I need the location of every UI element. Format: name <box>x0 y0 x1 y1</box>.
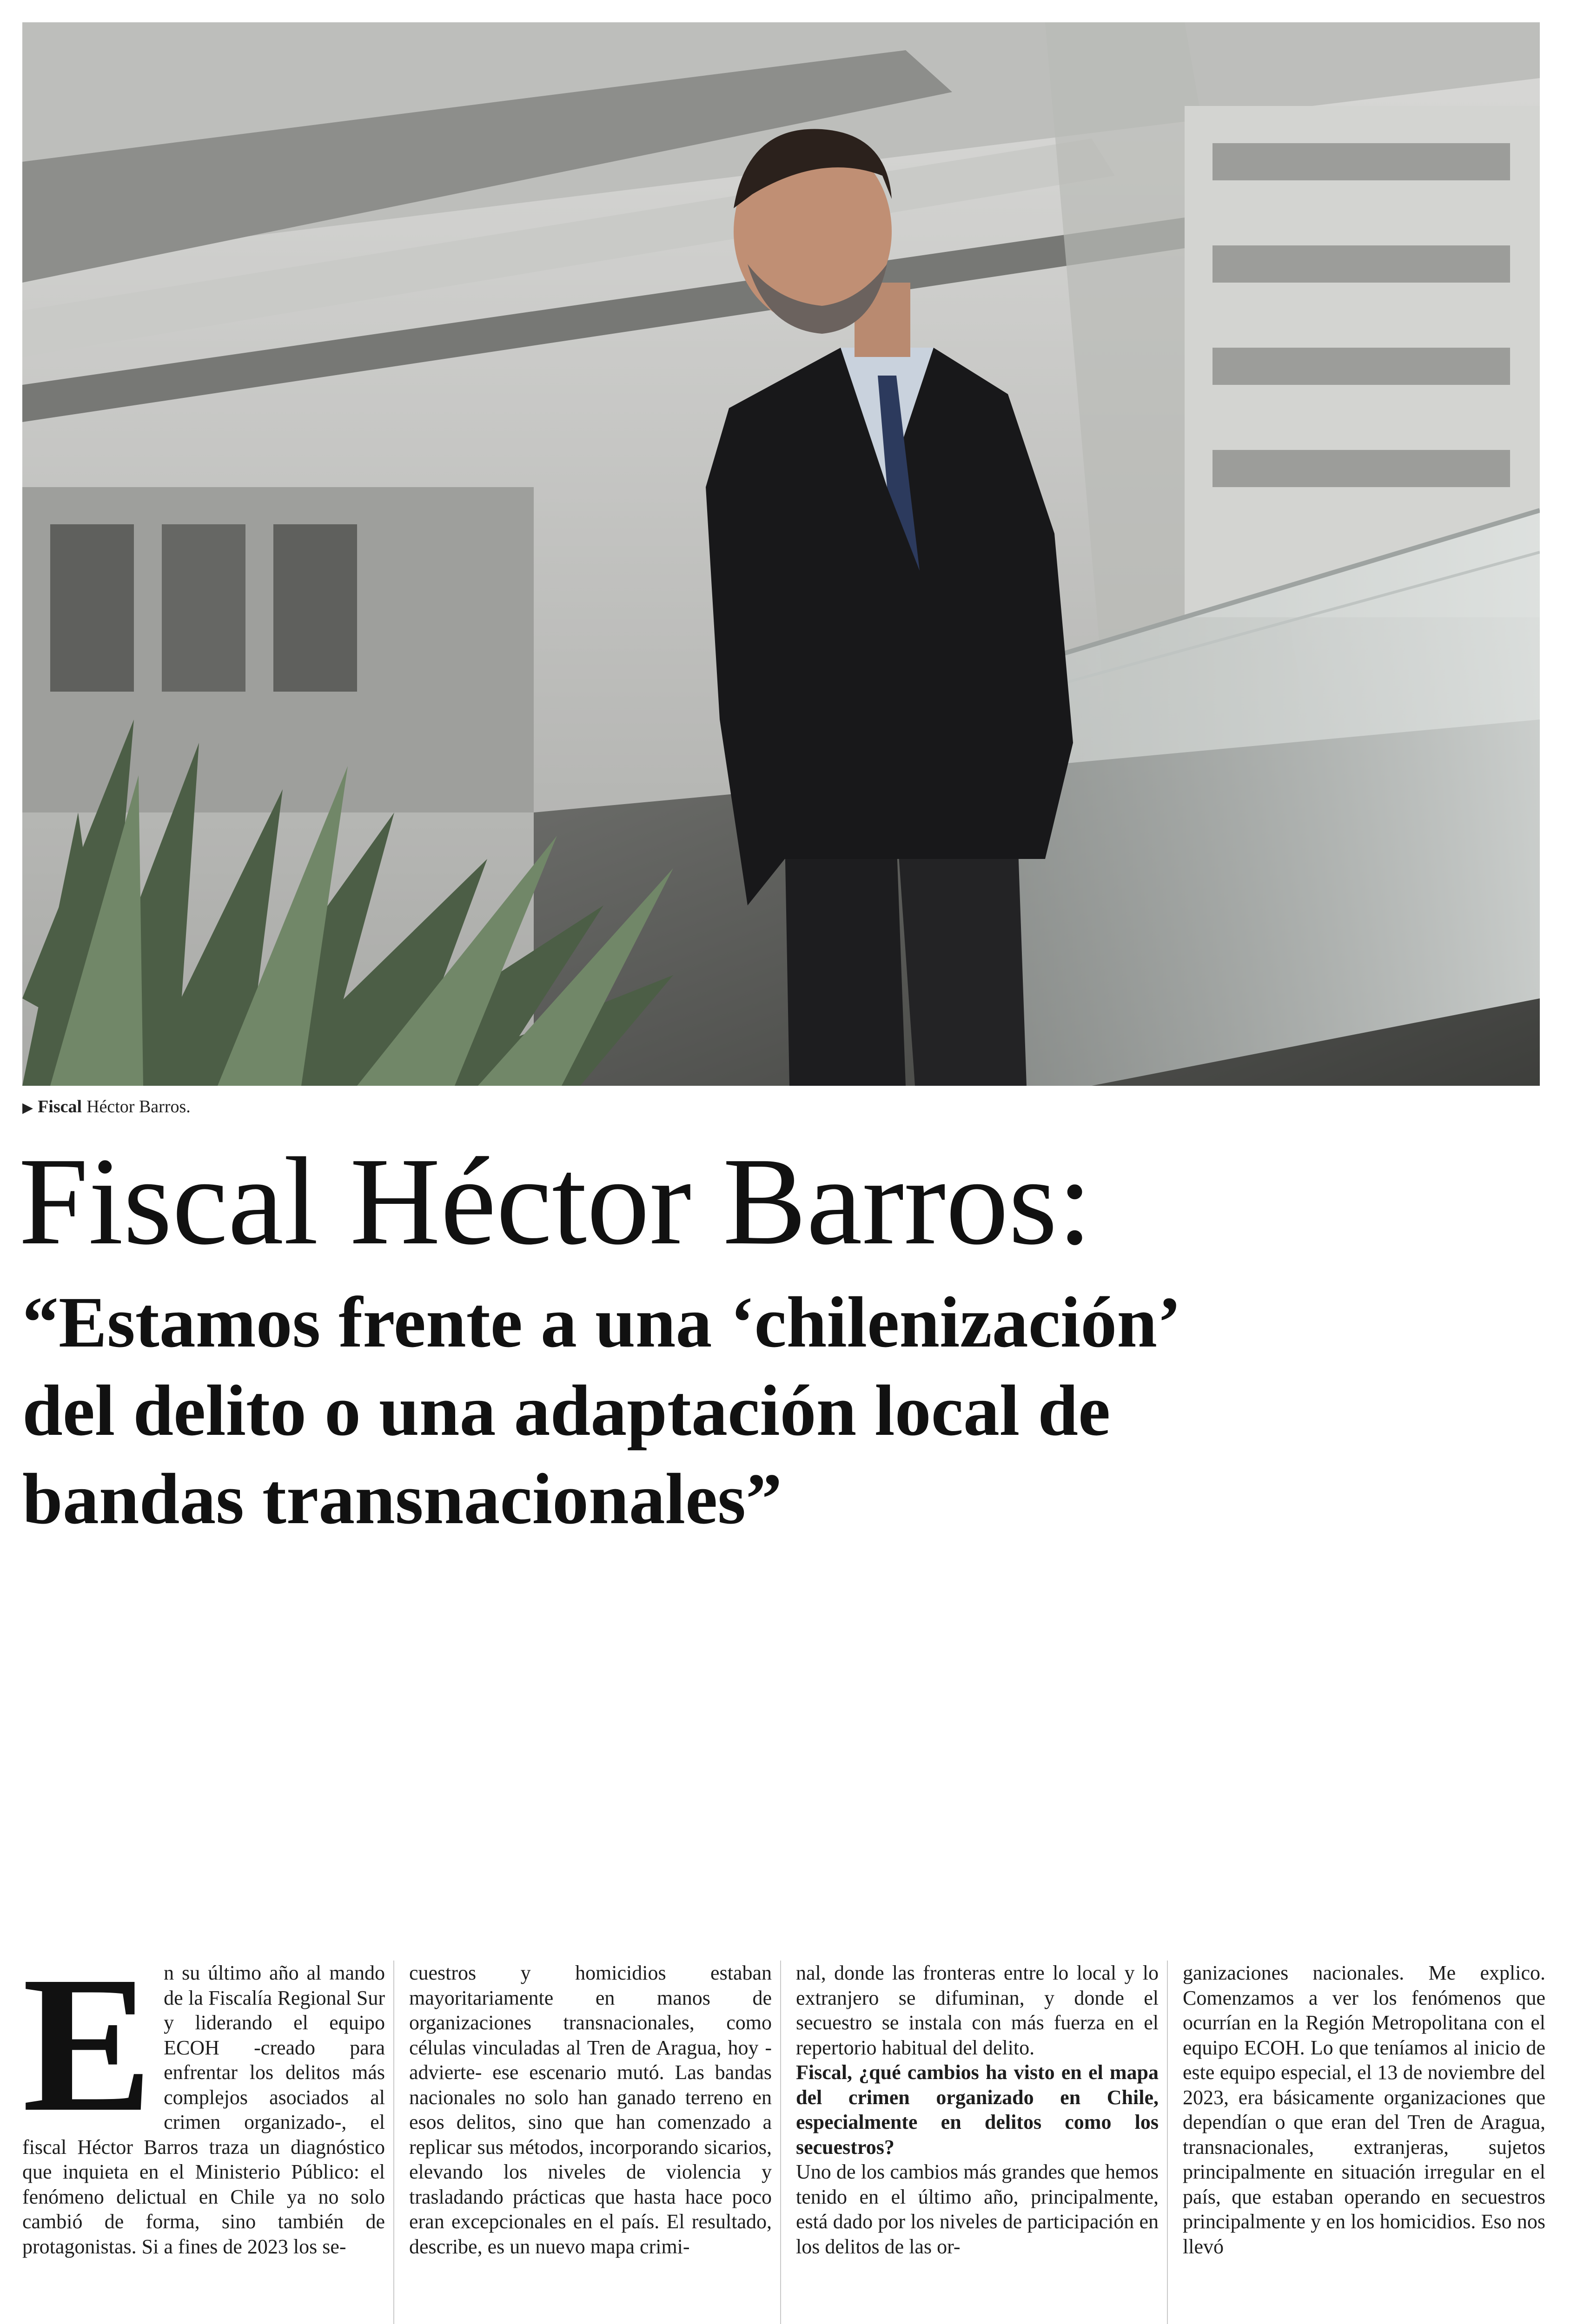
article-paragraph: ganizaciones nacionales. Me explico. Comenzamos a ver los fenómenos que ocurrían en la Región Metropolitana con el equipo ECOH. Lo que teníamos al inicio de este equipo especial, el 13 de noviembre del 2023, era básicamente organizaciones que dependían o que eran del Tren de Aragua, transnacionales, extranjeras, sujetos principalmente en situación irregular en el país, que estaban operando en secuestros principalmente y en los homicidios. Eso nos llevó <box>1183 1961 1545 2258</box>
interview-question: Fiscal, ¿qué cambios ha visto en el mapa del crimen organizado en Chile, especialmente en delitos como los secuestros? <box>796 2061 1159 2159</box>
article-paragraph: Uno de los cambios más grandes que hemos tenido en el último año, principalmente, está dado por los niveles de participación en los delitos de las or- <box>796 2160 1159 2258</box>
article-paragraph: nal, donde las fronteras entre lo local y lo extranjero se difuminan, y donde el secuestro se instala con más fuerza en el repertorio habitual del delito. <box>796 1961 1159 2059</box>
article-paragraph: cuestros y homicidios estaban mayoritariamente en manos de organizaciones transnacionales, como células vinculadas al Tren de Aragua, hoy -advierte- ese escenario mutó. Las bandas nacionales no solo han ganado terreno en esos delitos, sino que han comenzado a replicar sus métodos, incorporando sicarios, elevando los niveles de violencia y trasladando prácticas que hasta hace poco eran excepcionales en el país. El resultado, describe, es un nuevo mapa crimi- <box>409 1961 772 2258</box>
deck-line: del delito o una adaptación local de <box>22 1370 1111 1451</box>
column-divider <box>780 1961 781 2324</box>
drop-cap: E <box>22 1961 153 2152</box>
column-divider <box>393 1961 394 2324</box>
article-column-2 <box>409 1961 772 2324</box>
photo-caption <box>22 1095 191 1118</box>
portrait-photo-illustration <box>22 22 1540 1086</box>
caption-marker-icon: ▶ <box>22 1100 33 1116</box>
deck-line: bandas transnacionales” <box>22 1459 782 1539</box>
deck-line: “Estamos frente a una ‘chilenización’ <box>22 1282 1181 1362</box>
article-paragraph: n su último año al mando de la Fiscalía Regional Sur y liderando el equipo ECOH -creado para enfrentar los delitos más complejos asociados al crimen organizado-, el fiscal Héctor Barros traza un diagnóstico que inquieta en el Ministerio Público: el fenómeno delictual en Chile ya no solo cambió de forma, sino también de protagonistas. Si a fines de 2023 los se- <box>22 1961 385 2258</box>
portrait-photo <box>22 22 1540 1086</box>
caption-lead: Fiscal <box>38 1097 82 1116</box>
article-column-4 <box>1183 1961 1545 2324</box>
deck-quote <box>22 1278 1547 1543</box>
caption-text: Héctor Barros. <box>86 1097 191 1116</box>
article-column-1 <box>22 1961 385 2324</box>
column-divider <box>1167 1961 1168 2324</box>
article-column-3 <box>796 1961 1159 2324</box>
headline: Fiscal Héctor Barros: <box>19 1132 1093 1271</box>
